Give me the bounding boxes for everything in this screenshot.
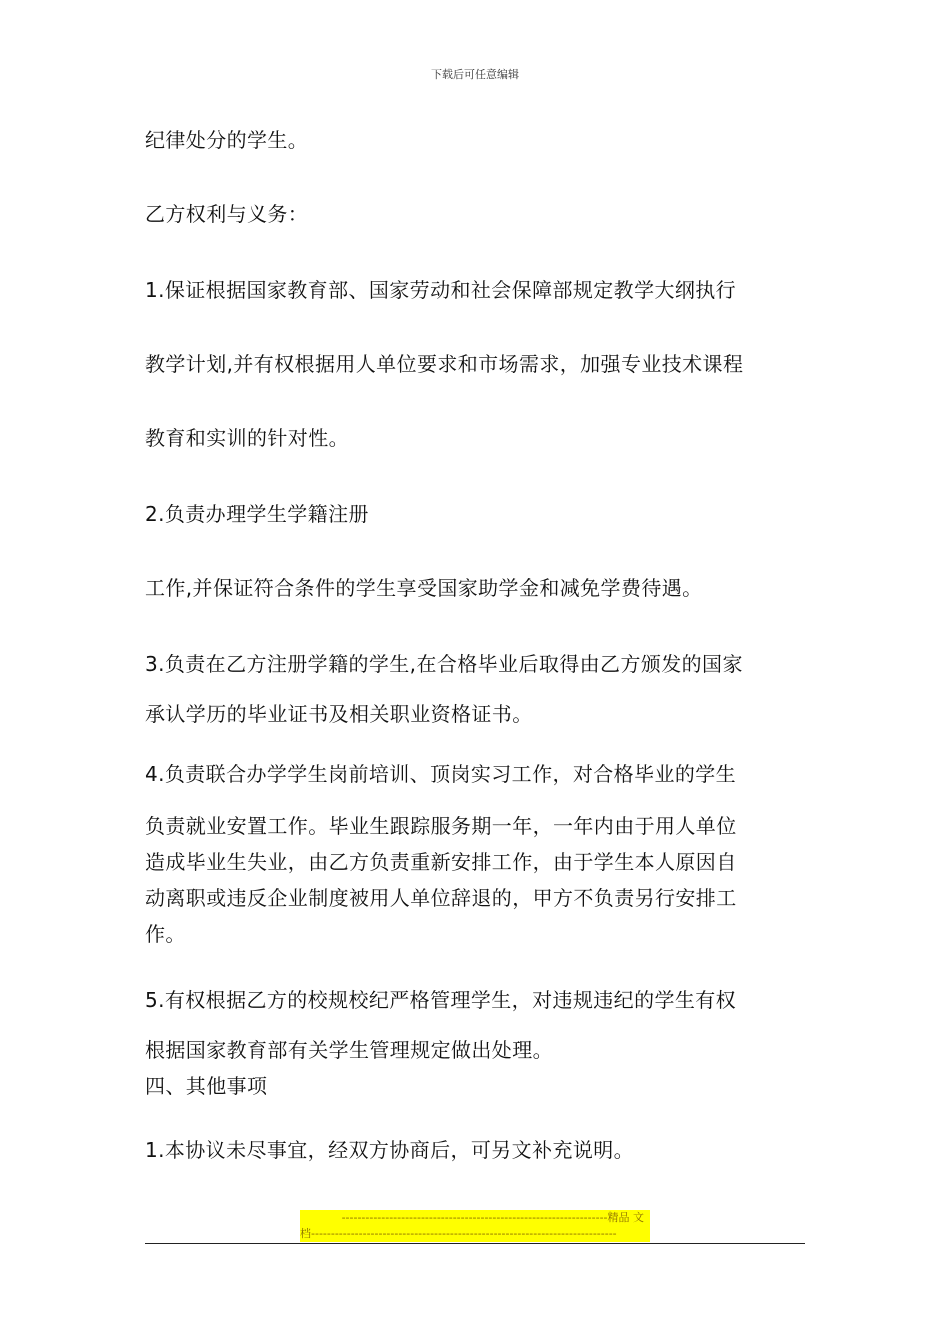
footer-watermark-line-2: 档----------------------------------------------------------------------------- <box>300 1226 650 1242</box>
body-text-line: 造成毕业生失业，由乙方负责重新安排工作，由于学生本人原因自 <box>145 850 737 874</box>
body-text-line: 3.负责在乙方注册学籍的学生,在合格毕业后取得由乙方颁发的国家 <box>145 652 743 676</box>
footer-watermark-line-1: -------------------------------------------------------------------精品 文 <box>300 1210 650 1226</box>
footer-divider <box>145 1243 805 1244</box>
body-text-line: 1.本协议未尽事宜，经双方协商后，可另文补充说明。 <box>145 1138 635 1162</box>
body-text-line: 动离职或违反企业制度被用人单位辞退的，甲方不负责另行安排工 <box>145 886 737 910</box>
body-text-line: 根据国家教育部有关学生管理规定做出处理。 <box>145 1038 553 1062</box>
body-text-line: 2.负责办理学生学籍注册 <box>145 502 369 526</box>
section-heading: 乙方权利与义务： <box>145 202 309 226</box>
body-text-line: 负责就业安置工作。毕业生跟踪服务期一年，一年内由于用人单位 <box>145 814 737 838</box>
body-text-line: 4.负责联合办学学生岗前培训、顶岗实习工作，对合格毕业的学生 <box>145 762 737 786</box>
body-text-line: 纪律处分的学生。 <box>145 128 309 152</box>
body-text-line: 1.保证根据国家教育部、国家劳动和社会保障部规定教学大纲执行 <box>145 278 737 302</box>
page-header-note: 下载后可任意编辑 <box>431 68 519 81</box>
body-text-line: 教育和实训的针对性。 <box>145 426 349 450</box>
section-heading: 四、其他事项 <box>145 1074 268 1098</box>
body-text-line: 5.有权根据乙方的校规校纪严格管理学生，对违规违纪的学生有权 <box>145 988 737 1012</box>
body-text-line: 教学计划,并有权根据用人单位要求和市场需求，加强专业技术课程 <box>145 352 744 376</box>
body-text-line: 工作,并保证符合条件的学生享受国家助学金和减免学费待遇。 <box>145 576 703 600</box>
body-text-line: 承认学历的毕业证书及相关职业资格证书。 <box>145 702 533 726</box>
body-text-line: 作。 <box>145 922 186 946</box>
